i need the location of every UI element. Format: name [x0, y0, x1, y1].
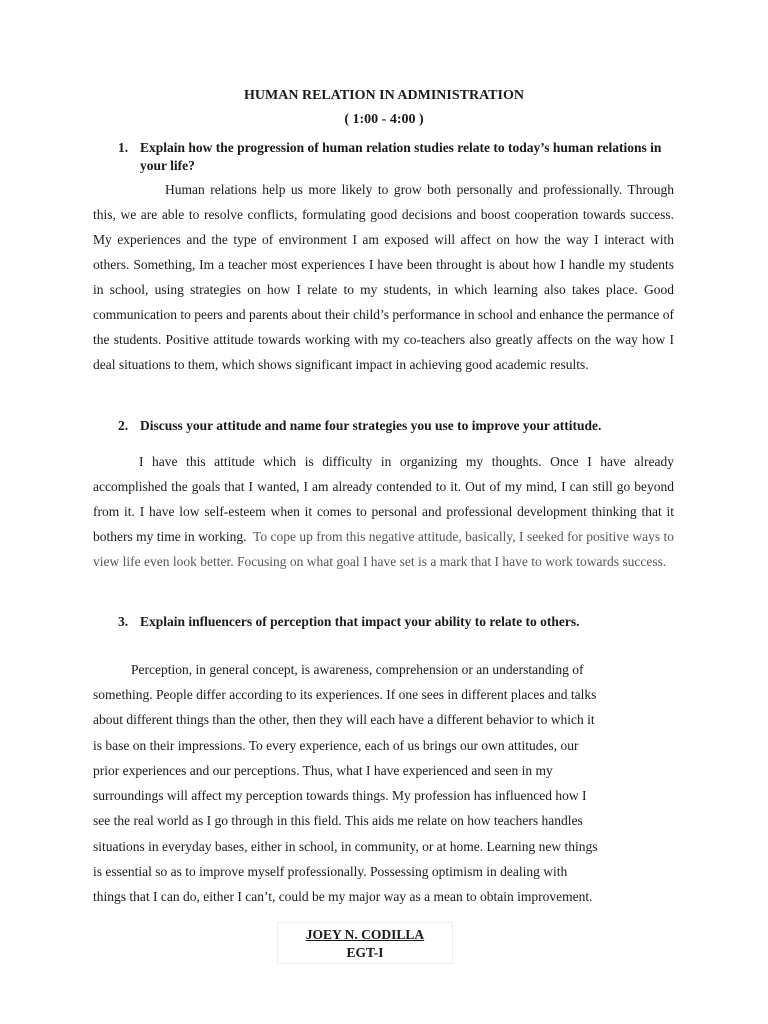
answer-1-text: Human relations help us more likely to grow both personally and professionally. Through this, we are able to resolve conflicts, formulating good decisions and boost cooperation towards success. My experiences and the type of environment I am exposed will affect on how the way I interact with others. Something, Im a teacher most experiences I have been throught is about how I handle my students in school, using strategies on how I relate to my students, in which learning also takes place. Good communication to peers and parents about their child’s performance in school and enhance the permance of the students. Positive attitude towards working with my co-teachers also greatly affects on the way how I deal situations to them, which shows significant impact in achieving good academic results. — [93, 182, 674, 372]
question-2-text: Discuss your attitude and name four strategies you use to improve your attitude. — [140, 418, 602, 433]
answer-3-line: is essential so as to improve myself professionally. Possessing optimism in dealing with — [93, 864, 568, 879]
question-3-number: 3. — [118, 614, 129, 629]
question-1 — [118, 139, 688, 175]
answer-3-line: surroundings will affect my perception towards things. My profession has influenced how I — [93, 788, 587, 803]
answer-3-line: prior experiences and our perceptions. Thus, what I have experienced and seen in my — [93, 763, 553, 778]
question-2-number: 2. — [118, 418, 129, 433]
document-title: HUMAN RELATION IN ADMINISTRATION — [244, 88, 524, 103]
answer-3-line: see the real world as I go through in this field. This aids me relate on how teachers handles — [93, 813, 583, 828]
question-2 — [118, 417, 688, 435]
author-name: JOEY N. CODILLA — [305, 927, 425, 942]
answer-3-line: situations in everyday bases, either in school, in community, or at home. Learning new things — [93, 839, 598, 854]
answer-1 — [93, 177, 674, 377]
question-1-number: 1. — [118, 140, 129, 155]
answer-3-line: Perception, in general concept, is awareness, comprehension or an understanding of — [131, 662, 584, 677]
time-range: ( 1:00 - 4:00 ) — [344, 112, 424, 127]
answer-2-text: I have this attitude which is difficulty in organizing my thoughts. Once I have already accomplished the goals that I wanted, I am already contended to it. Out of my mind, I can still go beyond from it. I have low self-esteem when it comes to personal and professional development thinking that it bothers my time in working. — [93, 454, 674, 544]
answer-3-line: about different things than the other, then they will each have a different behavior to which it — [93, 712, 595, 727]
answer-3-line: things that I can do, either I can’t, could be my major way as a mean to obtain improvement. — [93, 889, 593, 904]
answer-2-continuation: To cope up from this negative attitude, basically, I seeked for positive ways to view life even look better. Focusing on what goal I have set is a mark that I have to work towards success. — [93, 529, 674, 569]
answer-2 — [93, 449, 674, 574]
question-1-text: Explain how the progression of human relation studies relate to today’s human relations in your life? — [140, 140, 662, 173]
answer-3-line: is base on their impressions. To every experience, each of us brings our own attitudes, our — [93, 738, 579, 753]
question-3-text: Explain influencers of perception that impact your ability to relate to others. — [140, 614, 580, 629]
question-3 — [118, 613, 688, 631]
signature-block — [277, 922, 453, 964]
author-class: EGT-I — [346, 945, 384, 960]
answer-3-line: something. People differ according to its experiences. If one sees in different places and talks — [93, 687, 597, 702]
